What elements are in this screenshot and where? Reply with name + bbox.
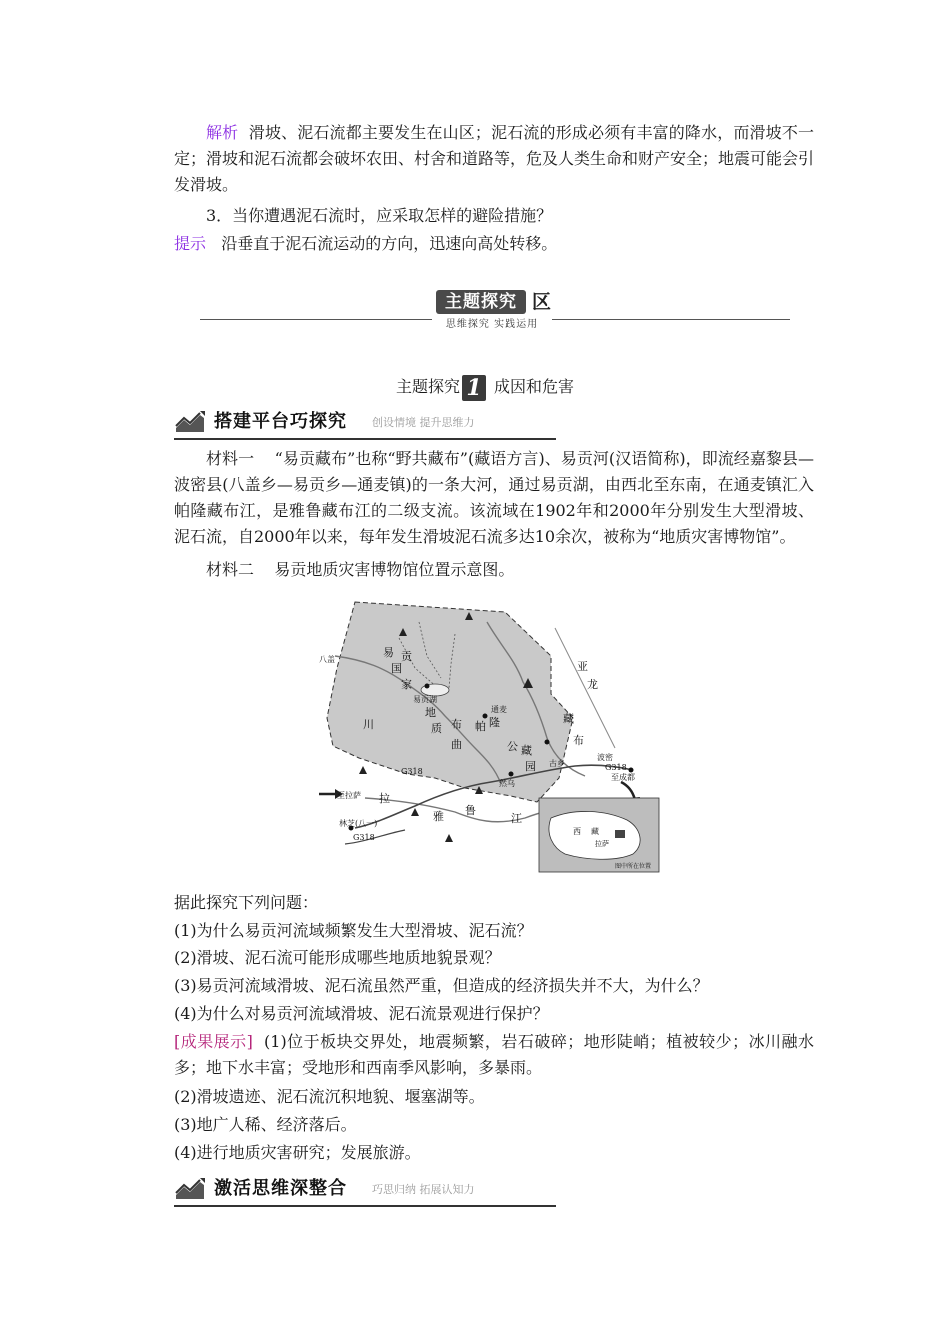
banner-rule-left	[200, 319, 432, 320]
location-map	[315, 598, 661, 874]
section-hint-activate: 巧思归纳 拓展认知力	[372, 1183, 475, 1196]
banner-title: 主题探究	[436, 290, 526, 314]
section-header-build	[174, 408, 556, 440]
material-1	[174, 446, 814, 550]
hint-text: 沿垂直于泥石流运动的方向，迅速向高处转移。	[221, 234, 558, 253]
map-label-di: 地	[425, 706, 436, 719]
map-label-bu: 布	[451, 718, 462, 731]
section-title-build: 搭建平台巧探究	[214, 411, 347, 432]
map-label-gong: 贡	[401, 650, 412, 663]
map-label-zang2: 藏	[563, 712, 574, 725]
inset-map	[539, 798, 659, 872]
inset-label-note: 图中所在位置	[615, 863, 652, 870]
map-label-bu2: 布	[573, 734, 584, 747]
map-label-long2: 龙	[587, 678, 598, 691]
map-label-chuan: 川	[363, 718, 374, 731]
topic-number: 1	[462, 375, 486, 401]
material-1-label: 材料一	[206, 449, 255, 468]
map-label-la: 拉	[379, 792, 390, 805]
question-1: (1)为什么易贡河流域频繁发生大型滑坡、泥石流？	[174, 921, 533, 940]
answer-2: (2)滑坡遗迹、泥石流沉积地貌、堰塞湖等。	[174, 1087, 485, 1106]
map-label-jiang: 江	[511, 812, 522, 825]
material-2-text: 易贡地质灾害博物馆位置示意图。	[274, 560, 515, 579]
analysis-paragraph	[174, 120, 814, 198]
map-label-zang: 藏	[521, 744, 532, 757]
map-label-g318-c: G318	[353, 833, 375, 842]
map-label-yigong-hu: 易贡湖	[413, 695, 437, 704]
inset-label-zang: 藏	[591, 827, 599, 836]
topic-heading	[396, 370, 574, 404]
map-label-to-lhasa: 至拉萨	[337, 791, 361, 800]
material-2-label: 材料二	[206, 560, 255, 579]
map-label-gongyuan: 公	[507, 740, 518, 753]
map-label-tangxiang: 然乌	[499, 779, 515, 788]
inset-label-xi: 西	[573, 827, 581, 836]
map-label-caibang: 古乡	[549, 759, 565, 768]
question-4: (4)为什么对易贡河流域滑坡、泥石流景观进行保护？	[174, 1004, 549, 1023]
analysis-tag: 解析	[206, 123, 239, 142]
answer-1-text: (1)位于板块交界处，地震频繁，岩石破碎；地形陡峭；植被较少；冰川融水多；地下水丰富；受地形和西南季风影响，多暴雨。	[174, 1032, 815, 1077]
analysis-text: 滑坡、泥石流都主要发生在山区；泥石流的形成必须有丰富的降水，而滑坡不一定；滑坡和泥石流都会破坏农田、村舍和道路等，危及人类生命和财产安全；地震可能会引发滑坡。	[174, 123, 815, 194]
map-label-lu: 鲁	[465, 804, 476, 817]
banner-subtitle: 思维探究 实践运用	[436, 315, 548, 330]
map-label-guo: 国	[391, 662, 402, 675]
question-3b: (3)易贡河流域滑坡、泥石流虽然严重，但造成的经济损失并不大，为什么？	[174, 976, 709, 995]
inset-label-lasa: 拉萨	[595, 840, 609, 848]
map-label-pa: 帕	[475, 720, 486, 733]
map-label-yuan: 园	[525, 760, 536, 773]
questions-lead: 据此探究下列问题：	[174, 893, 319, 912]
map-label-g318-a: G318	[401, 767, 423, 776]
map-label-tongmai: 通麦	[491, 705, 507, 714]
question-3: 3．当你遭遇泥石流时，应采取怎样的避险措施？	[206, 206, 553, 225]
chart-trend-icon	[174, 1177, 208, 1201]
map-label-ya: 雅	[433, 810, 444, 823]
map-label-linzhi: 林芝(八一)	[339, 819, 378, 828]
answer-1	[174, 1029, 814, 1081]
material-2	[206, 557, 846, 583]
section-title-activate: 激活思维深整合	[214, 1178, 347, 1199]
map-label-bomi: 波密	[597, 753, 613, 762]
question-2: (2)滑坡、泥石流可能形成哪些地质地貌景观？	[174, 948, 501, 967]
material-1-text: “易贡藏布”也称“野共藏布”(藏语方言)、易贡河(汉语简称)，即流经嘉黎县—波密县(八盖乡—易贡乡—通麦镇)的一条大河，通过易贡湖，由西北至东南，在通麦镇汇入帕隆藏布江，是雅鲁藏布江的二级支流。该流域在1902年和2000年分别发生大型滑坡、泥石流，自2000年以来，每年发生滑坡泥石流多达10余次，被称为“地质灾害博物馆”。	[174, 449, 814, 546]
map-label-g318-b: G318	[605, 763, 627, 772]
topic-title: 成因和危害	[494, 377, 575, 396]
section-banner	[200, 288, 790, 332]
section-header-activate	[174, 1175, 556, 1207]
hint-tag: 提示	[174, 234, 207, 253]
section-hint-build: 创设情境 提升思维力	[372, 416, 475, 429]
answer-3: (3)地广人稀、经济落后。	[174, 1115, 357, 1134]
map-label-to-chengdu: 至成都	[611, 773, 635, 782]
chart-trend-icon	[174, 410, 208, 434]
answers-tag: [成果展示]	[174, 1032, 253, 1051]
map-label-zhi: 质	[431, 722, 442, 735]
map-label-yi: 易	[383, 646, 394, 659]
topic-prefix: 主题探究	[396, 377, 461, 396]
answer-4: (4)进行地质灾害研究；发展旅游。	[174, 1143, 421, 1162]
hint-paragraph	[174, 231, 814, 257]
map-label-bagai: 八盖	[319, 655, 335, 664]
banner-suffix: 区	[532, 291, 552, 313]
map-label-jia: 家	[401, 678, 412, 691]
map-label-qu: 曲	[451, 738, 462, 751]
map-label-ya2: 亚	[577, 660, 588, 673]
map-label-long: 隆	[489, 716, 500, 729]
banner-rule-right	[552, 319, 790, 320]
